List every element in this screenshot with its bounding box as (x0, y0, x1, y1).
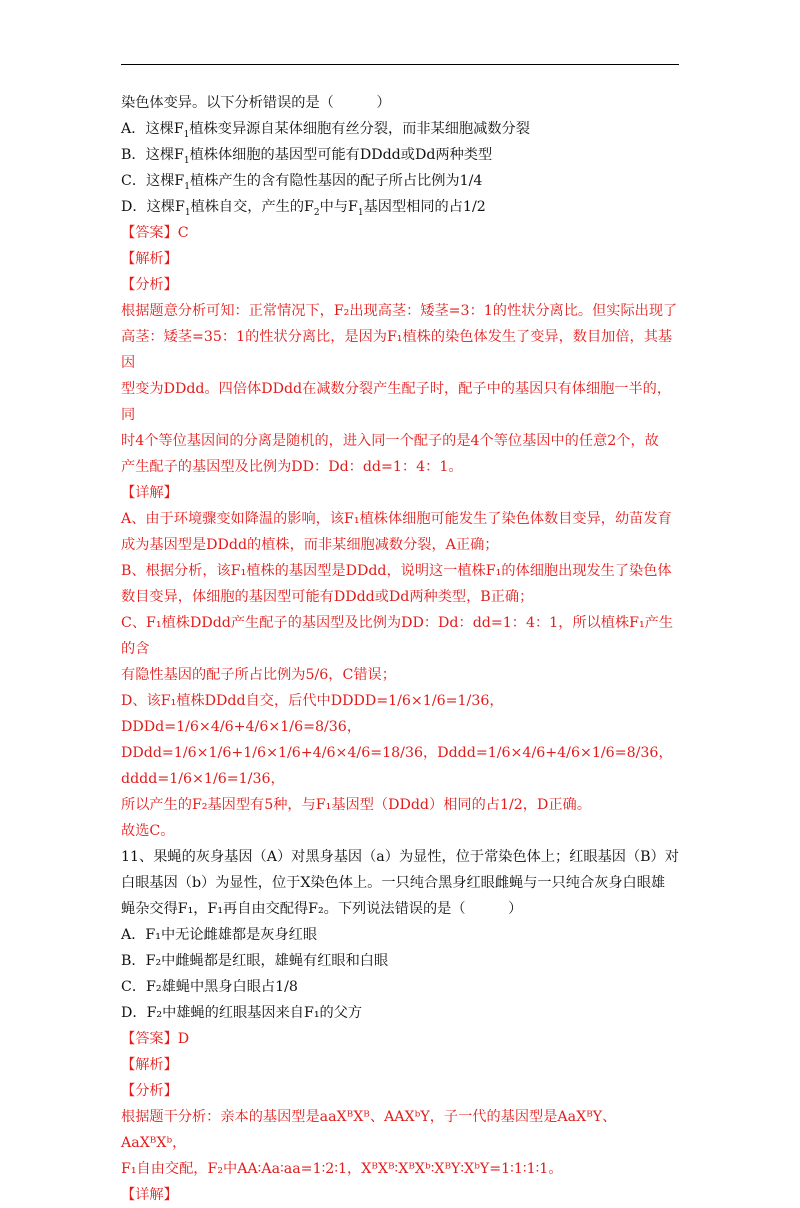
header-rule (121, 64, 679, 65)
q10-option-d: D．这棵$F_1$植株自交，产生的$F_2$中与$F_1$基因型相同的占1/2 (121, 199, 486, 218)
q11-fenxi-text: 根据题干分析：亲本的基因型是aaXᴮXᴮ、AAXᵇY，子一代的基因型是AaXᴮY、AaXᴮXᵇ， F₁自由交配，F₂中AA∶Aa∶aa=1∶2∶1，XᴮXᴮ∶XᴮXᵇ∶XᴮY∶XᵇY=1∶1∶1∶1。 (121, 1109, 617, 1177)
answer-value: C (177, 225, 189, 241)
q10-option-a: A．这棵$F_1$植株变异源自某体细胞有丝分裂，而非某细胞减数分裂 (121, 121, 530, 140)
q10-xiangjie-tag: 【详解】 (121, 485, 178, 501)
q11-answer (121, 1026, 681, 1052)
q10-fenxi-tag: 【分析】 (121, 277, 178, 293)
q10-option-c: C．这棵$F_1$植株产生的含有隐性基因的配子所占比例为1/4 (121, 173, 483, 192)
q11-option-a: A．F₁中无论雌雄都是灰身红眼 (121, 927, 318, 943)
q10-fenxi-text: 根据题意分析可知：正常情况下，F₂出现高茎：矮茎=3：1的性状分离比。但实际出现了 高茎：矮茎=35：1的性状分离比，是因为F₁植株的染色体发生了变异，数目加倍，其基因 型变为DDdd。四倍体DDdd在减数分裂产生配子时，配子中的基因只有体细胞一半的，同 时4个等位基因间的分离是随机的，进入同一个配子的是4个等位基因中的任意2个，故 产生配子的基因型及比例为DD：Dd：dd=1：4：1。 (121, 303, 678, 475)
q11-option-d: D．F₂中雄蝇的红眼基因来自F₁的父方 (121, 1005, 363, 1021)
q11-stem: 11、果蝇的灰身基因（A）对黑身基因（a）为显性，位于常染色体上；红眼基因（B）对 白眼基因（b）为显性，位于X染色体上。一只纯合黑身红眼雌蝇与一只纯合灰身白眼雄 蝇杂交得F₁，F₁再自由交配得F₂。下列说法错误的是（ ） (121, 849, 679, 917)
q10-jiexi-tag: 【解析】 (121, 251, 178, 267)
q10-xiangjie-text: A、由于环境骤变如降温的影响，该F₁植株体细胞可能发生了染色体数目变异，幼苗发育 成为基因型是DDdd的植株，而非某细胞减数分裂，A正确； B、根据分析，该F₁植株的基因型是DDdd，说明这一植株F₁的体细胞出现发生了染色体 数目变异，体细胞的基因型可能有DDdd或Dd两种类型，B正确； C、F₁植株DDdd产生配子的基因型及比例为DD：Dd：dd=1：4：1，所以植株F₁产生的含 有隐性基因的配子所占比例为5/6，C错误； D、该F₁植株DDdd自交，后代中DDDD=1/6×1/6=1/36，DDDd=1/6×4/6+4/6×1/6=8/36， DDdd=1/6×1/6+1/6×1/6+4/6×4/6=18/36，Dddd=1/6×4/6+4/6×1/6=8/36，dddd=1/6×1/6=1/36， 所以产生的F₂基因型有5种，与F₁基因型（DDdd）相同的占1/2，D正确。 故选C。 (121, 511, 674, 839)
q10-option-b: B．这棵$F_1$植株体细胞的基因型可能有DDdd或Dd两种类型 (121, 147, 493, 166)
answer-tag: 【答案】 (121, 225, 178, 241)
answer-value: D (177, 1031, 190, 1047)
q11-fenxi-tag: 【分析】 (121, 1083, 178, 1099)
q10-answer (121, 220, 681, 246)
answer-tag: 【答案】 (121, 1031, 178, 1047)
q11-option-c: C．F₂雄蝇中黑身白眼占1/8 (121, 979, 298, 995)
q11-jiexi-tag: 【解析】 (121, 1057, 178, 1073)
q10-stem-tail: 染色体变异。以下分析错误的是（ ） (121, 95, 391, 111)
q11-option-b: B．F₂中雌蝇都是红眼，雄蝇有红眼和白眼 (121, 953, 389, 969)
q11-xiangjie-tag: 【详解】 (121, 1187, 178, 1203)
document-body (121, 90, 681, 1208)
